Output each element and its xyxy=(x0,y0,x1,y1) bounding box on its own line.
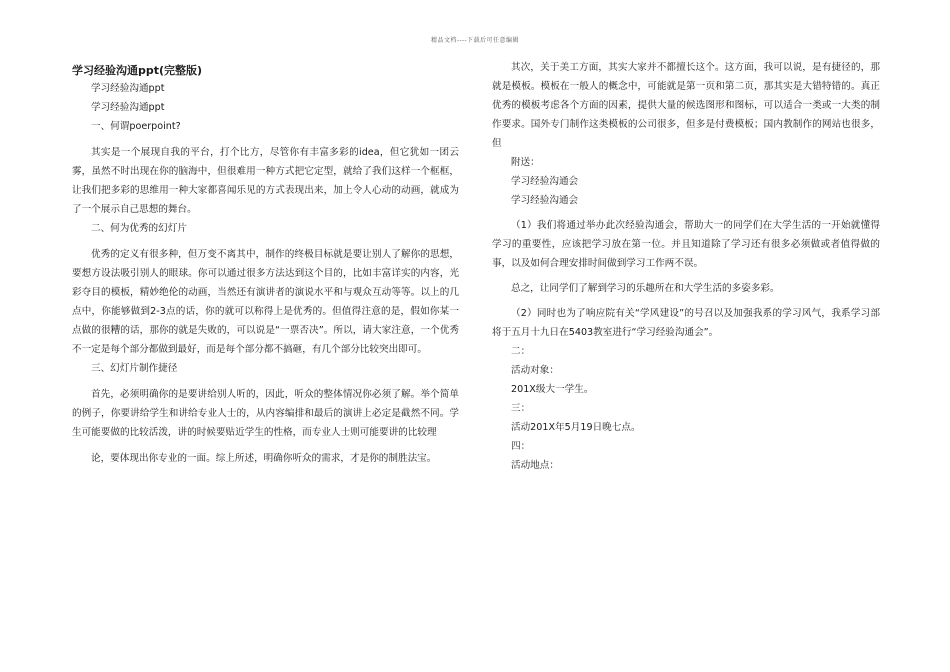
section-four-label: 四： xyxy=(511,441,531,452)
section-three-label: 三： xyxy=(511,403,531,414)
section-heading-1: 一、何谓poerpoint? xyxy=(91,121,181,132)
paragraph-1: 其实是一个展现自我的平台，打个比方，尽管你有丰富多彩的idea，但它犹如一团云雾，虽然不时出现在你的脑海中，但很难用一种方式把它定型，就给了我们这样一个框框，让我们把多彩的思维用一种大家都喜闻乐见的方式表现出来，加上令人心动的动画，就成为了一个展示自己思想的舞台。 xyxy=(72,147,459,215)
appendix-title-2: 学习经验沟通会 xyxy=(511,195,579,206)
paragraph-4: 论，要体现出你专业的一面。综上所述，明确你听众的需求，才是你的制胜法宝。 xyxy=(91,453,437,464)
subtitle-line-2: 学习经验沟通ppt xyxy=(91,102,165,113)
right-column xyxy=(492,58,880,475)
section-heading-3: 三、幻灯片制作捷径 xyxy=(91,363,178,374)
paragraph-7: 总之，让同学们了解到学习的乐趣所在和大学生活的多姿多彩。 xyxy=(511,283,780,294)
paragraph-5: 其次，关于美工方面，其实大家并不都擅长这个。这方面，我可以说，是有捷径的，那就是模板。模板在一般人的概念中，可能就是第一页和第二页，那其实是大错特错的。真正优秀的模板考虑各个方面的因素，提供大量的候选图形和图标，可以适合一类或一大类的制作要求。国外专门制作这类模板的公司很多，但多是付费模板；国内教制作的网站也很多，但 xyxy=(492,62,880,149)
section-heading-2: 二、何为优秀的幻灯片 xyxy=(91,223,187,234)
activity-target-value: 201X级大一学生。 xyxy=(511,384,594,395)
document-title: 学习经验沟通ppt(完整版) xyxy=(72,64,203,77)
paragraph-6: （1）我们将通过举办此次经验沟通会，帮助大一的同学们在大学生活的一开始就懂得学习的重要性，应该把学习放在第一位。并且知道除了学习还有很多必须做或者值得做的事，以及如何合理安排时间做到学习工作两不误。 xyxy=(492,220,880,269)
subtitle-line-1: 学习经验沟通ppt xyxy=(91,83,165,94)
left-column xyxy=(72,58,459,468)
activity-time: 活动201X年5月19日晚七点。 xyxy=(511,422,641,433)
paragraph-3: 首先，必须明确你的是要讲给别人听的，因此，听众的整体情况你必须了解。举个简单的例子，你要讲给学生和讲给专业人士的，从内容编排和最后的演讲上必定是截然不同。学生可能要做的比较活泼，讲的时候要贴近学生的性格，而专业人士则可能要讲的比较理 xyxy=(72,389,459,438)
activity-location-label: 活动地点： xyxy=(511,460,559,471)
paragraph-8: （2）同时也为了响应院有关“学风建设”的号召以及加强我系的学习风气，我系学习部将于五月十九日在5403教室进行“学习经验沟通会”。 xyxy=(492,308,880,338)
appendix-label: 附送： xyxy=(511,157,540,168)
activity-target-label: 活动对象： xyxy=(511,365,559,376)
page-header: 精品文档----下载后可任意编辑 xyxy=(430,37,520,44)
section-two-label: 二： xyxy=(511,346,531,357)
paragraph-2: 优秀的定义有很多种，但万变不离其中，制作的终极目标就是要让别人了解你的思想，要想方设法吸引别人的眼球。你可以通过很多方法达到这个目的，比如丰富详实的内容，光彩夺目的模板，精妙绝伦的动画，当然还有演讲者的演说水平和与观众互动等等。以上的几点中，你能够做到2-3点的话，你的就可以称得上是优秀的。但值得注意的是，假如你某一点做的很糟的话，那你的就是失败的，可以说是“一票否决”。所以，请大家注意，一个优秀不一定是每个部分都做到最好，而是每个部分都不搞砸，有几个部分比较突出即可。 xyxy=(72,249,459,355)
appendix-title-1: 学习经验沟通会 xyxy=(511,176,579,187)
